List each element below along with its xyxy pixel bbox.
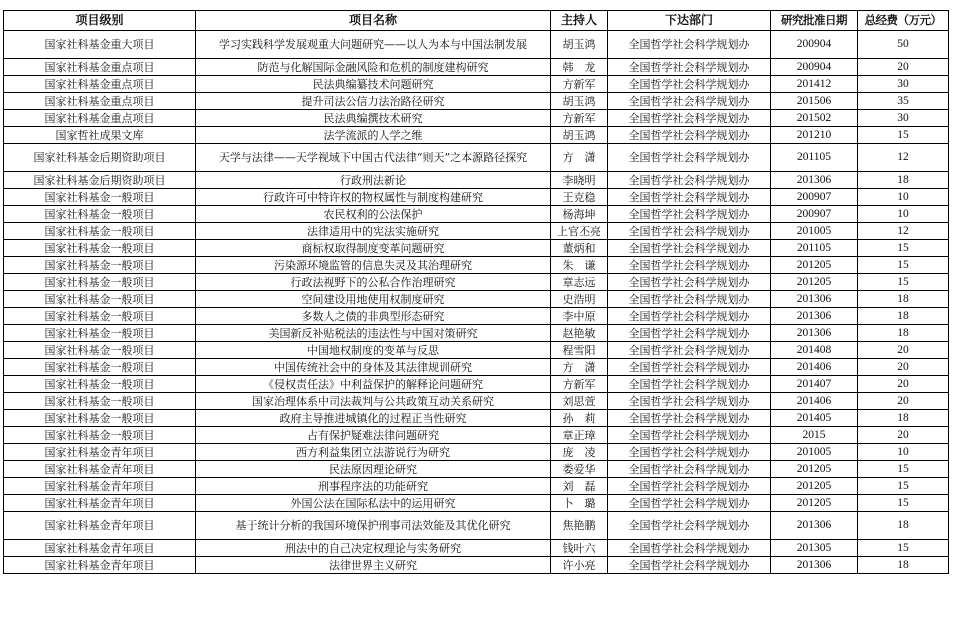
cell-project-name: 行政许可中特许权的物权属性与制度构建研究 bbox=[196, 189, 551, 206]
table-row bbox=[4, 93, 949, 110]
cell-project-level: 国家社科基金一般项目 bbox=[4, 359, 196, 376]
cell-funding: 18 bbox=[858, 172, 949, 189]
cell-approval-date: 201506 bbox=[771, 93, 858, 110]
cell-project-level: 国家社科基金一般项目 bbox=[4, 376, 196, 393]
table-row bbox=[4, 376, 949, 393]
cell-project-name: 民法典编撰技术研究 bbox=[196, 110, 551, 127]
table-row bbox=[4, 223, 949, 240]
cell-project-level: 国家社科基金青年项目 bbox=[4, 461, 196, 478]
cell-project-name: 行政刑法新论 bbox=[196, 172, 551, 189]
cell-approval-date: 201306 bbox=[771, 291, 858, 308]
cell-host: 程雪阳 bbox=[551, 342, 608, 359]
cell-department: 全国哲学社会科学规划办 bbox=[608, 393, 771, 410]
cell-funding: 10 bbox=[858, 189, 949, 206]
cell-department: 全国哲学社会科学规划办 bbox=[608, 557, 771, 574]
cell-project-name: 美国新反补贴税法的违法性与中国对策研究 bbox=[196, 325, 551, 342]
cell-department: 全国哲学社会科学规划办 bbox=[608, 127, 771, 144]
cell-project-level: 国家社科基金一般项目 bbox=[4, 189, 196, 206]
cell-funding: 20 bbox=[858, 359, 949, 376]
cell-project-name: 民法原因理论研究 bbox=[196, 461, 551, 478]
cell-project-level: 国家社科基金重大项目 bbox=[4, 31, 196, 59]
cell-approval-date: 200904 bbox=[771, 59, 858, 76]
cell-department: 全国哲学社会科学规划办 bbox=[608, 325, 771, 342]
cell-host: 上官丕亮 bbox=[551, 223, 608, 240]
cell-funding: 15 bbox=[858, 257, 949, 274]
cell-funding: 18 bbox=[858, 557, 949, 574]
table-row bbox=[4, 31, 949, 59]
cell-funding: 15 bbox=[858, 478, 949, 495]
cell-approval-date: 2015 bbox=[771, 427, 858, 444]
cell-approval-date: 201205 bbox=[771, 274, 858, 291]
cell-department: 全国哲学社会科学规划办 bbox=[608, 93, 771, 110]
cell-project-name: 多数人之债的非典型形态研究 bbox=[196, 308, 551, 325]
cell-department: 全国哲学社会科学规划办 bbox=[608, 31, 771, 59]
projects-table bbox=[3, 10, 949, 574]
cell-project-level: 国家社科基金一般项目 bbox=[4, 257, 196, 274]
table-row bbox=[4, 410, 949, 427]
cell-department: 全国哲学社会科学规划办 bbox=[608, 274, 771, 291]
table-row bbox=[4, 478, 949, 495]
cell-host: 方 潇 bbox=[551, 144, 608, 172]
cell-host: 焦艳鹏 bbox=[551, 512, 608, 540]
cell-host: 赵艳敏 bbox=[551, 325, 608, 342]
cell-department: 全国哲学社会科学规划办 bbox=[608, 478, 771, 495]
cell-approval-date: 201205 bbox=[771, 478, 858, 495]
table-row bbox=[4, 393, 949, 410]
cell-project-name: 政府主导推进城镇化的过程正当性研究 bbox=[196, 410, 551, 427]
cell-department: 全国哲学社会科学规划办 bbox=[608, 427, 771, 444]
cell-project-level: 国家社科基金重点项目 bbox=[4, 93, 196, 110]
cell-project-name: 刑法中的自己决定权理论与实务研究 bbox=[196, 540, 551, 557]
cell-project-level: 国家社科基金青年项目 bbox=[4, 540, 196, 557]
table-row bbox=[4, 461, 949, 478]
cell-host: 方新军 bbox=[551, 76, 608, 93]
cell-project-level: 国家社科基金青年项目 bbox=[4, 478, 196, 495]
cell-project-name: 商标权取得制度变革问题研究 bbox=[196, 240, 551, 257]
table-row bbox=[4, 325, 949, 342]
cell-department: 全国哲学社会科学规划办 bbox=[608, 308, 771, 325]
cell-department: 全国哲学社会科学规划办 bbox=[608, 59, 771, 76]
cell-funding: 10 bbox=[858, 444, 949, 461]
cell-project-level: 国家社科基金一般项目 bbox=[4, 274, 196, 291]
cell-department: 全国哲学社会科学规划办 bbox=[608, 410, 771, 427]
cell-funding: 15 bbox=[858, 274, 949, 291]
table-row bbox=[4, 495, 949, 512]
cell-funding: 30 bbox=[858, 110, 949, 127]
cell-project-level: 国家社科基金重点项目 bbox=[4, 110, 196, 127]
cell-host: 方新军 bbox=[551, 376, 608, 393]
cell-project-name: 中国地权制度的变革与反思 bbox=[196, 342, 551, 359]
cell-project-level: 国家社科基金后期资助项目 bbox=[4, 144, 196, 172]
header-project-name: 项目名称 bbox=[196, 11, 551, 31]
cell-department: 全国哲学社会科学规划办 bbox=[608, 257, 771, 274]
cell-funding: 20 bbox=[858, 427, 949, 444]
cell-project-name: 法学流派的人学之维 bbox=[196, 127, 551, 144]
cell-host: 章志远 bbox=[551, 274, 608, 291]
cell-host: 章正璋 bbox=[551, 427, 608, 444]
cell-host: 卜 璐 bbox=[551, 495, 608, 512]
cell-approval-date: 201502 bbox=[771, 110, 858, 127]
cell-project-name: 中国传统社会中的身体及其法律规训研究 bbox=[196, 359, 551, 376]
cell-host: 胡玉鸿 bbox=[551, 93, 608, 110]
cell-host: 韩 龙 bbox=[551, 59, 608, 76]
table-row bbox=[4, 189, 949, 206]
cell-department: 全国哲学社会科学规划办 bbox=[608, 76, 771, 93]
table-row bbox=[4, 427, 949, 444]
cell-project-name: 提升司法公信力法治路径研究 bbox=[196, 93, 551, 110]
cell-project-level: 国家社科基金一般项目 bbox=[4, 427, 196, 444]
table-row bbox=[4, 274, 949, 291]
cell-host: 董炳和 bbox=[551, 240, 608, 257]
table-row bbox=[4, 557, 949, 574]
cell-project-level: 国家社科基金一般项目 bbox=[4, 291, 196, 308]
cell-project-level: 国家社科基金重点项目 bbox=[4, 59, 196, 76]
cell-project-name: 学习实践科学发展观重大问题研究——以人为本与中国法制发展 bbox=[196, 31, 551, 59]
cell-approval-date: 200907 bbox=[771, 189, 858, 206]
table-row bbox=[4, 240, 949, 257]
cell-host: 方新军 bbox=[551, 110, 608, 127]
cell-funding: 18 bbox=[858, 325, 949, 342]
cell-funding: 12 bbox=[858, 223, 949, 240]
cell-project-level: 国家社科基金青年项目 bbox=[4, 444, 196, 461]
cell-project-name: 国家治理体系中司法裁判与公共政策互动关系研究 bbox=[196, 393, 551, 410]
header-project-level: 项目级别 bbox=[4, 11, 196, 31]
cell-approval-date: 201005 bbox=[771, 444, 858, 461]
cell-approval-date: 201306 bbox=[771, 308, 858, 325]
cell-approval-date: 201405 bbox=[771, 410, 858, 427]
cell-project-level: 国家哲社成果文库 bbox=[4, 127, 196, 144]
cell-project-level: 国家社科基金后期资助项目 bbox=[4, 172, 196, 189]
cell-department: 全国哲学社会科学规划办 bbox=[608, 376, 771, 393]
cell-funding: 15 bbox=[858, 461, 949, 478]
table-row bbox=[4, 359, 949, 376]
cell-host: 钱叶六 bbox=[551, 540, 608, 557]
cell-department: 全国哲学社会科学规划办 bbox=[608, 444, 771, 461]
cell-project-level: 国家社科基金一般项目 bbox=[4, 325, 196, 342]
header-host: 主持人 bbox=[551, 11, 608, 31]
cell-project-name: 外国公法在国际私法中的运用研究 bbox=[196, 495, 551, 512]
cell-project-level: 国家社科基金青年项目 bbox=[4, 512, 196, 540]
cell-approval-date: 201306 bbox=[771, 557, 858, 574]
table-row bbox=[4, 127, 949, 144]
cell-approval-date: 201306 bbox=[771, 172, 858, 189]
cell-project-name: 占有保护疑难法律问题研究 bbox=[196, 427, 551, 444]
cell-project-name: 基于统计分析的我国环境保护刑事司法效能及其优化研究 bbox=[196, 512, 551, 540]
table-row bbox=[4, 342, 949, 359]
cell-project-level: 国家社科基金一般项目 bbox=[4, 240, 196, 257]
cell-funding: 20 bbox=[858, 376, 949, 393]
cell-approval-date: 201406 bbox=[771, 393, 858, 410]
cell-department: 全国哲学社会科学规划办 bbox=[608, 240, 771, 257]
cell-funding: 18 bbox=[858, 512, 949, 540]
header-issuing-department: 下达部门 bbox=[608, 11, 771, 31]
cell-project-level: 国家社科基金一般项目 bbox=[4, 342, 196, 359]
cell-host: 刘思萱 bbox=[551, 393, 608, 410]
cell-approval-date: 201205 bbox=[771, 461, 858, 478]
header-row bbox=[4, 11, 949, 31]
table-row bbox=[4, 257, 949, 274]
cell-project-name: 天学与法律——天学视域下中国古代法律“则天”之本源路径探究 bbox=[196, 144, 551, 172]
cell-approval-date: 200904 bbox=[771, 31, 858, 59]
cell-department: 全国哲学社会科学规划办 bbox=[608, 512, 771, 540]
cell-project-name: 空间建设用地使用权制度研究 bbox=[196, 291, 551, 308]
table-row bbox=[4, 540, 949, 557]
cell-department: 全国哲学社会科学规划办 bbox=[608, 495, 771, 512]
cell-project-level: 国家社科基金一般项目 bbox=[4, 308, 196, 325]
cell-funding: 12 bbox=[858, 144, 949, 172]
cell-department: 全国哲学社会科学规划办 bbox=[608, 461, 771, 478]
cell-approval-date: 201205 bbox=[771, 257, 858, 274]
cell-funding: 20 bbox=[858, 342, 949, 359]
table-row bbox=[4, 444, 949, 461]
cell-project-name: 污染源环境监管的信息失灵及其治理研究 bbox=[196, 257, 551, 274]
cell-host: 庞 凌 bbox=[551, 444, 608, 461]
cell-host: 娄爱华 bbox=[551, 461, 608, 478]
cell-host: 李中原 bbox=[551, 308, 608, 325]
table-row bbox=[4, 59, 949, 76]
cell-host: 孙 莉 bbox=[551, 410, 608, 427]
cell-project-level: 国家社科基金一般项目 bbox=[4, 206, 196, 223]
cell-project-level: 国家社科基金青年项目 bbox=[4, 495, 196, 512]
cell-funding: 50 bbox=[858, 31, 949, 59]
table-row bbox=[4, 512, 949, 540]
cell-project-name: 防范与化解国际金融风险和危机的制度建构研究 bbox=[196, 59, 551, 76]
cell-project-name: 西方利益集团立法游说行为研究 bbox=[196, 444, 551, 461]
cell-approval-date: 201407 bbox=[771, 376, 858, 393]
cell-approval-date: 201306 bbox=[771, 325, 858, 342]
cell-project-level: 国家社科基金青年项目 bbox=[4, 557, 196, 574]
cell-project-name: 法律适用中的宪法实施研究 bbox=[196, 223, 551, 240]
cell-host: 史浩明 bbox=[551, 291, 608, 308]
cell-approval-date: 200907 bbox=[771, 206, 858, 223]
cell-funding: 15 bbox=[858, 495, 949, 512]
cell-department: 全国哲学社会科学规划办 bbox=[608, 144, 771, 172]
cell-funding: 35 bbox=[858, 93, 949, 110]
cell-funding: 15 bbox=[858, 540, 949, 557]
cell-project-name: 行政法视野下的公私合作治理研究 bbox=[196, 274, 551, 291]
cell-host: 刘 磊 bbox=[551, 478, 608, 495]
cell-department: 全国哲学社会科学规划办 bbox=[608, 172, 771, 189]
cell-department: 全国哲学社会科学规划办 bbox=[608, 110, 771, 127]
cell-approval-date: 201412 bbox=[771, 76, 858, 93]
cell-approval-date: 201005 bbox=[771, 223, 858, 240]
cell-approval-date: 201305 bbox=[771, 540, 858, 557]
cell-funding: 15 bbox=[858, 240, 949, 257]
cell-approval-date: 201306 bbox=[771, 512, 858, 540]
table-row bbox=[4, 144, 949, 172]
cell-approval-date: 201408 bbox=[771, 342, 858, 359]
table-header bbox=[4, 11, 949, 31]
cell-project-name: 民法典编纂技术问题研究 bbox=[196, 76, 551, 93]
cell-project-name: 法律世界主义研究 bbox=[196, 557, 551, 574]
header-total-funding: 总经费（万元） bbox=[858, 11, 949, 31]
cell-project-name: 刑事程序法的功能研究 bbox=[196, 478, 551, 495]
header-approval-date: 研究批准日期 bbox=[771, 11, 858, 31]
cell-host: 方 潇 bbox=[551, 359, 608, 376]
cell-approval-date: 201105 bbox=[771, 240, 858, 257]
cell-funding: 18 bbox=[858, 291, 949, 308]
table-row bbox=[4, 308, 949, 325]
table-row bbox=[4, 206, 949, 223]
cell-approval-date: 201105 bbox=[771, 144, 858, 172]
cell-funding: 18 bbox=[858, 410, 949, 427]
cell-host: 胡玉鸿 bbox=[551, 31, 608, 59]
cell-host: 许小亮 bbox=[551, 557, 608, 574]
cell-department: 全国哲学社会科学规划办 bbox=[608, 540, 771, 557]
cell-funding: 30 bbox=[858, 76, 949, 93]
table-body bbox=[4, 31, 949, 574]
cell-project-level: 国家社科基金一般项目 bbox=[4, 410, 196, 427]
cell-host: 杨海坤 bbox=[551, 206, 608, 223]
table-row bbox=[4, 110, 949, 127]
cell-department: 全国哲学社会科学规划办 bbox=[608, 291, 771, 308]
table-row bbox=[4, 76, 949, 93]
cell-funding: 20 bbox=[858, 59, 949, 76]
cell-department: 全国哲学社会科学规划办 bbox=[608, 189, 771, 206]
cell-project-name: 农民权利的公法保护 bbox=[196, 206, 551, 223]
cell-host: 李晓明 bbox=[551, 172, 608, 189]
cell-department: 全国哲学社会科学规划办 bbox=[608, 206, 771, 223]
cell-funding: 18 bbox=[858, 308, 949, 325]
cell-host: 胡玉鸿 bbox=[551, 127, 608, 144]
cell-project-level: 国家社科基金重点项目 bbox=[4, 76, 196, 93]
table-row bbox=[4, 291, 949, 308]
cell-department: 全国哲学社会科学规划办 bbox=[608, 223, 771, 240]
cell-host: 王克稳 bbox=[551, 189, 608, 206]
cell-funding: 20 bbox=[858, 393, 949, 410]
table-row bbox=[4, 172, 949, 189]
cell-project-name: 《侵权责任法》中利益保护的解释论问题研究 bbox=[196, 376, 551, 393]
cell-host: 朱 谦 bbox=[551, 257, 608, 274]
cell-funding: 15 bbox=[858, 127, 949, 144]
cell-funding: 10 bbox=[858, 206, 949, 223]
cell-approval-date: 201406 bbox=[771, 359, 858, 376]
cell-approval-date: 201205 bbox=[771, 495, 858, 512]
cell-department: 全国哲学社会科学规划办 bbox=[608, 342, 771, 359]
cell-project-level: 国家社科基金一般项目 bbox=[4, 393, 196, 410]
cell-approval-date: 201210 bbox=[771, 127, 858, 144]
cell-project-level: 国家社科基金一般项目 bbox=[4, 223, 196, 240]
cell-department: 全国哲学社会科学规划办 bbox=[608, 359, 771, 376]
